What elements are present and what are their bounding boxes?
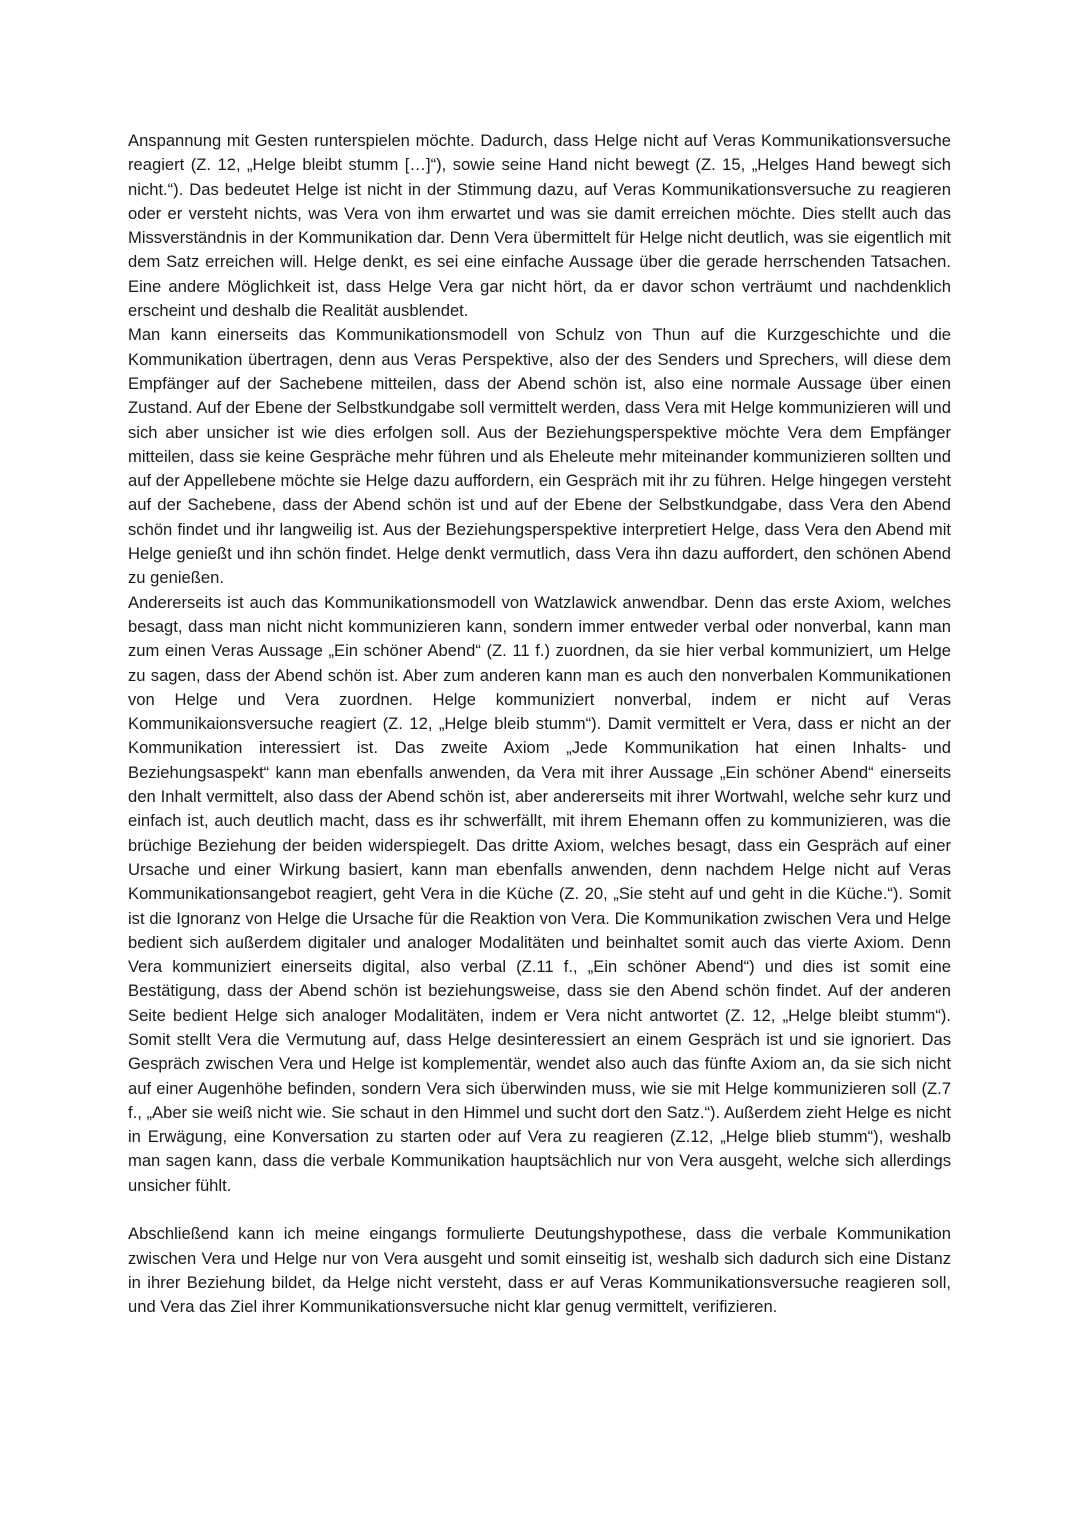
paragraph-helge-reaction: Anspannung mit Gesten runterspielen möchte. Dadurch, dass Helge nicht auf Veras Kommunikationsversuche reagiert (Z. 12, „Helge bleibt stumm […]“), sowie seine Hand nicht bewegt (Z. 15, „Helges Hand bewegt sich nicht.“). Das bedeutet Helge ist nicht in der Stimmung dazu, auf Veras Kommunikationsversuche zu reagieren oder er versteht nichts, was Vera von ihm erwartet und was sie damit erreichen möchte. Dies stellt auch das Missverständnis in der Kommunikation dar. Denn Vera übermittelt für Helge nicht deutlich, was sie eigentlich mit dem Satz erreichen will. Helge denkt, es sei eine einfache Aussage über die gerade herrschenden Tatsachen. Eine andere Möglichkeit ist, dass Helge Vera gar nicht hört, da er davor schon verträumt und nachdenklich erscheint und deshalb die Realität ausblendet. <box>128 131 951 321</box>
paragraph-conclusion: Abschließend kann ich meine eingangs formulierte Deutungshypothese, dass die verbale Kommunikation zwischen Vera und Helge nur von Vera ausgeht und somit einseitig ist, weshalb sich dadurch sich eine Distanz in ihrer Beziehung bildet, da Helge nicht versteht, dass er auf Veras Kommunikationsversuche reagieren soll, und Vera das Ziel ihrer Kommunikationsversuche nicht klar genug vermittelt, verifizieren. <box>128 1224 951 1317</box>
paragraph-schulz-von-thun: Man kann einerseits das Kommunikationsmodell von Schulz von Thun auf die Kurzgeschichte und die Kommunikation übertragen, denn aus Veras Perspektive, also der des Senders und Sprechers, will diese dem Empfänger auf der Sachebene mitteilen, dass der Abend schön ist, also eine normale Aussage über einen Zustand. Auf der Ebene der Selbstkundgabe soll vermittelt werden, dass Vera mit Helge kommunizieren will und sich aber unsicher ist wie dies erfolgen soll. Aus der Beziehungsperspektive möchte Vera dem Empfänger mitteilen, dass sie keine Gespräche mehr führen und als Eheleute mehr miteinander kommunizieren sollten und auf der Appellebene möchte sie Helge dazu auffordern, ein Gespräch mit ihr zu führen. Helge hingegen versteht auf der Sachebene, dass der Abend schön ist und auf der Ebene der Selbstkundgabe, dass Vera den Abend schön findet und ihr langweilig ist. Aus der Beziehungsperspektive interpretiert Helge, dass Vera den Abend mit Helge genießt und ihn schön findet. Helge denkt vermutlich, dass Vera ihn dazu auffordert, den schönen Abend zu genießen. <box>128 325 951 588</box>
paragraph-watzlawick: Andererseits ist auch das Kommunikationsmodell von Watzlawick anwendbar. Denn das erste Axiom, welches besagt, dass man nicht nicht kommunizieren kann, sondern immer entweder verbal oder nonverbal, kann man zum einen Veras Aussage „Ein schöner Abend“ (Z. 11 f.) zuordnen, da sie hier verbal kommuniziert, um Helge zu sagen, dass der Abend schön ist. Aber zum anderen kann man es auch den nonverbalen Kommunikationen von Helge und Vera zuordnen. Helge kommuniziert nonverbal, indem er nicht auf Veras Kommunikaionsversuche reagiert (Z. 12, „Helge bleib stumm“). Damit vermittelt er Vera, dass er nicht an der Kommunikation interessiert ist. Das zweite Axiom „Jede Kommunikation hat einen Inhalts- und Beziehungsaspekt“ kann man ebenfalls anwenden, da Vera mit ihrer Aussage „Ein schöner Abend“ einerseits den Inhalt vermittelt, also dass der Abend schön ist, aber andererseits mit ihrer Wortwahl, welche sehr kurz und einfach ist, auch deutlich macht, dass es ihr schwerfällt, mit ihrem Ehemann offen zu kommunizieren, was die brüchige Beziehung der beiden widerspiegelt. Das dritte Axiom, welches besagt, dass ein Gespräch auf einer Ursache und einer Wirkung basiert, kann man ebenfalls anwenden, denn nachdem Helge nicht auf Veras Kommunikationsangebot reagiert, geht Vera in die Küche (Z. 20, „Sie steht auf und geht in die Küche.“). Somit ist die Ignoranz von Helge die Ursache für die Reaktion von Vera. Die Kommunikation zwischen Vera und Helge bedient sich außerdem digitaler und analoger Modalitäten und beinhaltet somit auch das vierte Axiom. Denn Vera kommuniziert einerseits digital, also verbal (Z.11 f., „Ein schöner Abend“) und dies ist somit eine Bestätigung, dass der Abend schön ist beziehungsweise, dass sie den Abend schön findet. Auf der anderen Seite bedient Helge sich analoger Modalitäten, indem er Vera nicht antwortet (Z. 12, „Helge bleibt stumm“). Somit stellt Vera die Vermutung auf, dass Helge desinteressiert an einem Gespräch ist und sie ignoriert. Das Gespräch zwischen Vera und Helge ist komplementär, wendet also auch das fünfte Axiom an, da sie sich nicht auf einer Augenhöhe befinden, sondern Vera sich überwinden muss, wie sie mit Helge kommunizieren soll (Z.7 f., „Aber sie weiß nicht wie. Sie schaut in den Himmel und sucht dort den Satz.“). Außerdem zieht Helge es nicht in Erwägung, eine Konversation zu starten oder auf Vera zu reagieren (Z.12, „Helge blieb stumm“), weshalb man sagen kann, dass die verbale Kommunikation hauptsächlich nur von Vera ausgeht, welche sich allerdings unsicher fühlt. <box>128 592 951 1195</box>
document-page <box>128 129 951 1320</box>
paragraph-gap <box>128 1198 951 1222</box>
